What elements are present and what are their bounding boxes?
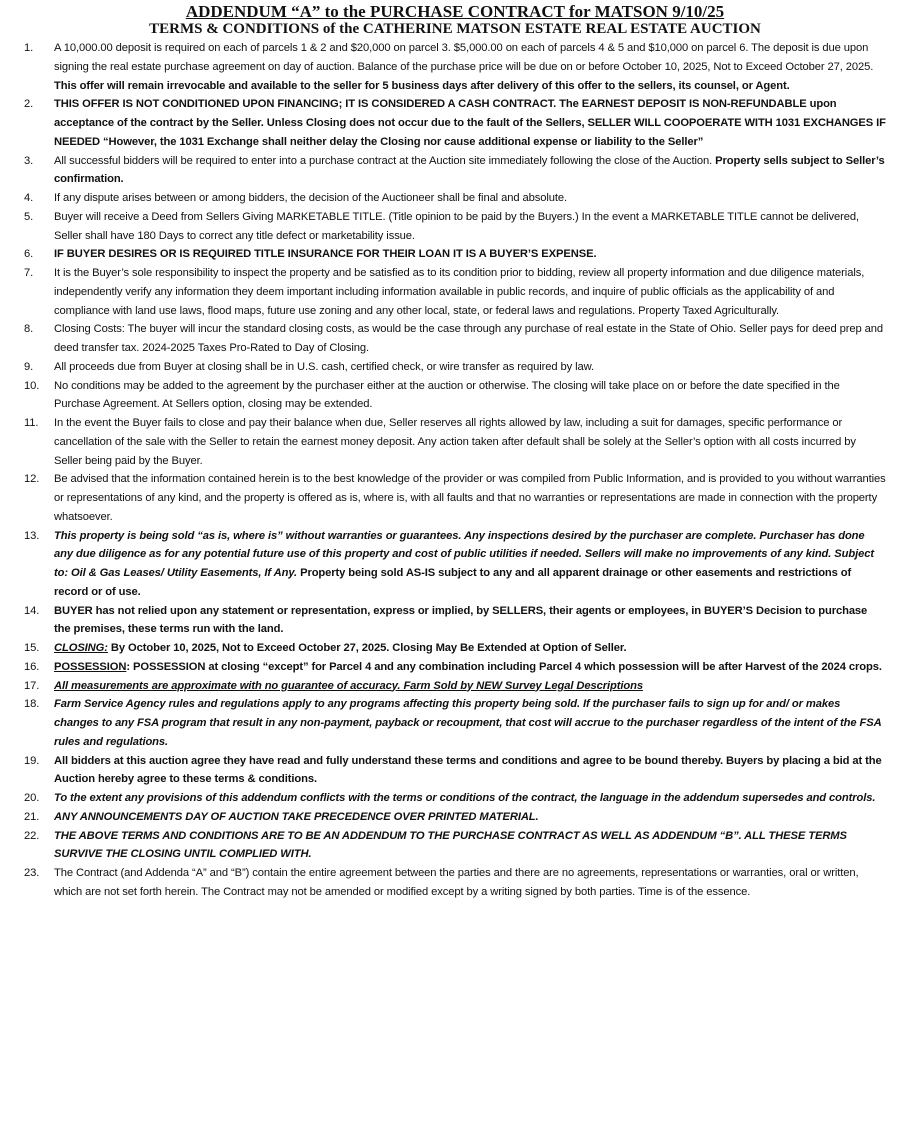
term-text bbox=[54, 95, 886, 151]
term-number: 17. bbox=[24, 679, 40, 692]
term-text-segment: THE ABOVE TERMS AND CONDITIONS ARE TO BE AN ADDENDUM TO THE PURCHASE CONTRACT AS WELL AS ADDENDUM “B”. ALL THESE TERMS SURVIVE THE CLOSING UNTIL COMPLIED WITH. bbox=[54, 829, 847, 861]
term-text-segment: IF BUYER DESIRES OR IS REQUIRED TITLE INSURANCE FOR THEIR LOAN IT IS A BUYER’S EXPENSE. bbox=[54, 248, 597, 261]
term-text-segment: By October 10, 2025, Not to Exceed October 27, 2025. Closing May Be Extended at Option of Seller. bbox=[107, 642, 627, 654]
term-text-segment: Be advised that the information contained herein is to the best knowledge of the provider or was compiled from Public Information, and is provided to you without warranties or representations of any kind, and the property is offered as is, where is, with all faults and that no warranties or representations are made in connection with the property whatsoever. bbox=[54, 473, 886, 523]
term-number: 23. bbox=[24, 867, 40, 879]
term-number: 9. bbox=[24, 360, 34, 373]
document-subtitle: TERMS & CONDITIONS of the CATHERINE MATSON ESTATE REAL ESTATE AUCTION bbox=[149, 21, 761, 37]
document-title: ADDENDUM “A” to the PURCHASE CONTRACT for MATSON 9/10/25 bbox=[185, 2, 725, 21]
term-number: 14. bbox=[24, 604, 40, 617]
term-text-segment: It is the Buyer’s sole responsibility to inspect the property and be satisfied as to its condition prior to bidding, review all property information and due diligence materials, independently verify any information they deem important including information available in public records, and inquire of public officials as the applicability of and compliance with land use laws, flood maps, future use zoning and any other local, state, or federal laws and regulations. Property Taxed Agriculturally. bbox=[54, 267, 865, 317]
term-text bbox=[54, 39, 886, 95]
term-item bbox=[24, 808, 886, 827]
term-item bbox=[24, 677, 886, 696]
term-text bbox=[54, 658, 886, 677]
term-number: 22. bbox=[24, 829, 40, 842]
term-number: 20. bbox=[24, 792, 40, 804]
term-text-segment: Closing Costs: The buyer will incur the standard closing costs, as would be the case through any purchase of real estate in the State of Ohio. Seller pays for deed prep and deed transfer tax. 2024-2025 Taxes Pro-Rated to Day of Closing. bbox=[54, 323, 883, 354]
term-number: 16. bbox=[24, 660, 40, 673]
term-item bbox=[24, 245, 886, 264]
term-number: 6. bbox=[24, 248, 34, 261]
term-text-segment: Buyer will receive a Deed from Sellers Giving MARKETABLE TITLE. (Title opinion to be paid by the Buyers.) In the event a MARKETABLE TITLE cannot be delivered, Seller shall have 180 Days to correct any title defect or marketability issue. bbox=[54, 210, 859, 242]
term-text-segment: Farm Service Agency rules and regulations apply to any programs affecting this property being sold. If the purchaser fails to sign up for and/ or makes changes to any FSA program that result in any non-payment, payback or recoupment, that cost will accrue to the purchaser regardless of the intent of the FSA rules and regulations. bbox=[54, 698, 882, 748]
term-number: 4. bbox=[24, 192, 34, 204]
term-number: 10. bbox=[24, 379, 40, 392]
term-text-segment: ANY ANNOUNCEMENTS DAY OF AUCTION TAKE PRECEDENCE OVER PRINTED MATERIAL. bbox=[54, 810, 539, 823]
term-number: 2. bbox=[24, 98, 34, 111]
term-item bbox=[24, 527, 886, 602]
term-number: 18. bbox=[24, 698, 40, 711]
term-text bbox=[54, 470, 886, 526]
term-number: 8. bbox=[24, 323, 34, 336]
term-text bbox=[54, 189, 886, 208]
term-item bbox=[24, 827, 886, 865]
term-text-segment: If any dispute arises between or among bidders, the decision of the Auctioneer shall be final and absolute. bbox=[54, 192, 567, 204]
terms-list bbox=[24, 39, 886, 902]
term-text bbox=[54, 639, 886, 658]
term-text bbox=[54, 245, 886, 264]
term-number: 15. bbox=[24, 642, 40, 654]
term-text-segment: THIS OFFER IS NOT CONDITIONED UPON FINANCING; IT IS CONSIDERED A CASH CONTRACT. The EARNEST DEPOSIT IS NON-REFUNDABLE upon acceptance of the contract by the Seller. Unless Closing does not occur due to the fault of the Sellers, SELLER WILL COOPOERATE WITH 1031 EXCHANGES IF NEEDED “However, the 1031 Exchange shall neither delay the Closing nor cause additional expense or liability to the Seller” bbox=[54, 98, 886, 148]
term-text-segment: All measurements are approximate with no guarantee of accuracy. Farm Sold by NEW Survey Legal Descriptions bbox=[54, 679, 643, 692]
term-item bbox=[24, 695, 886, 751]
term-number: 7. bbox=[24, 267, 34, 279]
term-item bbox=[24, 208, 886, 246]
term-text-segment: BUYER has not relied upon any statement or representation, express or implied, by SELLERS, their agents or employees, in BUYER’S Decision to purchase the premises, these terms run with the land. bbox=[54, 604, 868, 636]
term-item bbox=[24, 658, 886, 677]
term-text-segment: In the event the Buyer fails to close and pay their balance when due, Seller reserves all rights allowed by law, including a suit for damages, specific performance or cancellation of the sale with the Seller to retain the earnest money deposit. Any action taken after default shall be solely at the Seller’s option with all costs incurred by Seller being paid by the Buyer. bbox=[54, 417, 856, 467]
term-text-segment: All proceeds due from Buyer at closing shall be in U.S. cash, certified check, or wire transfer as required by law. bbox=[54, 360, 595, 373]
term-item bbox=[24, 320, 886, 358]
term-text bbox=[54, 320, 886, 358]
term-item bbox=[24, 152, 886, 190]
term-item bbox=[24, 602, 886, 640]
term-text-segment: This offer will remain irrevocable and available to the seller for 5 business days after delivery of this offer to the sellers, its counsel, or Agent. bbox=[54, 79, 790, 92]
term-text bbox=[54, 152, 886, 190]
term-item bbox=[24, 414, 886, 470]
term-text bbox=[54, 752, 886, 790]
term-text-segment: All bidders at this auction agree they have read and fully understand these terms and conditions and agree to be bound thereby. Buyers by placing a bid at the Auction hereby agree to these terms & conditions. bbox=[54, 754, 882, 786]
term-item bbox=[24, 189, 886, 208]
term-text bbox=[54, 377, 886, 415]
term-number: 1. bbox=[24, 42, 34, 54]
term-text bbox=[54, 789, 886, 808]
term-text bbox=[54, 864, 886, 902]
term-text bbox=[54, 808, 886, 827]
term-text-segment: All successful bidders will be required to enter into a purchase contract at the Auction site immediately following the close of the Auction. bbox=[54, 154, 716, 167]
term-text-segment: POSSESSION bbox=[54, 660, 127, 673]
term-text bbox=[54, 677, 886, 696]
term-number: 12. bbox=[24, 473, 40, 486]
term-text bbox=[54, 602, 886, 640]
term-number: 19. bbox=[24, 754, 40, 767]
term-text-segment: A 10,000.00 deposit is required on each of parcels 1 & 2 and $20,000 on parcel 3. $5,000.00 on each of parcels 4 & 5 and $10,000 on parcel 6. The deposit is due upon signing the real estate purchase agreement on day of auction. Balance of the purchase price will be due on or before October 10, 2025, Not to Exceed October 27, 2025. bbox=[54, 42, 874, 73]
term-number: 21. bbox=[24, 810, 40, 823]
term-text-segment: : POSSESSION at closing “except” for Parcel 4 and any combination including Parcel 4 which possession will be after Harvest of the 2024 crops. bbox=[126, 660, 882, 673]
term-item bbox=[24, 377, 886, 415]
term-item bbox=[24, 789, 886, 808]
term-text-segment: Property sells subject to Seller’s confirmation. bbox=[54, 154, 885, 186]
term-text bbox=[54, 264, 886, 320]
term-number: 13. bbox=[24, 529, 40, 542]
term-text bbox=[54, 527, 886, 602]
term-text bbox=[54, 827, 886, 865]
term-text-segment: No conditions may be added to the agreement by the purchaser either at the auction or otherwise. The closing will take place on or before the date specified in the Purchase Agreement. At Sellers option, closing may be extended. bbox=[54, 379, 840, 411]
term-text bbox=[54, 414, 886, 470]
term-item bbox=[24, 864, 886, 902]
term-item bbox=[24, 264, 886, 320]
term-text-segment: To the extent any provisions of this addendum conflicts with the terms or conditions of the contract, the language in the addendum supersedes and controls. bbox=[54, 792, 876, 804]
term-item bbox=[24, 95, 886, 151]
term-item bbox=[24, 752, 886, 790]
term-text bbox=[54, 208, 886, 246]
term-text-segment: Property being sold AS-IS subject to any and all apparent drainage or other easements and restrictions of record or of use. bbox=[54, 567, 852, 598]
term-text bbox=[54, 358, 886, 377]
term-item bbox=[24, 39, 886, 95]
term-item bbox=[24, 639, 886, 658]
term-text bbox=[54, 695, 886, 751]
term-text-segment: This property is being sold “as is, where is” without warranties or guarantees. Any inspections desired by the purchaser are complete. Purchaser has done any due diligence as for any potential future use of this property and cost of public utilities if needed. Sellers will make no improvements of any kind. Subject to: Oil & Gas Leases/ Utility Easements, If Any. bbox=[54, 529, 875, 579]
term-number: 3. bbox=[24, 154, 34, 167]
term-number: 11. bbox=[24, 417, 39, 429]
term-text-segment: CLOSING: bbox=[54, 642, 108, 654]
term-number: 5. bbox=[24, 210, 34, 223]
term-item bbox=[24, 358, 886, 377]
term-text-segment: The Contract (and Addenda “A” and “B”) contain the entire agreement between the parties and there are no agreements, representations or warranties, oral or written, which are not set forth herein. The Contract may not be amended or modified except by a writing signed by both parties. Time is of the essence. bbox=[54, 867, 859, 898]
term-item bbox=[24, 470, 886, 526]
